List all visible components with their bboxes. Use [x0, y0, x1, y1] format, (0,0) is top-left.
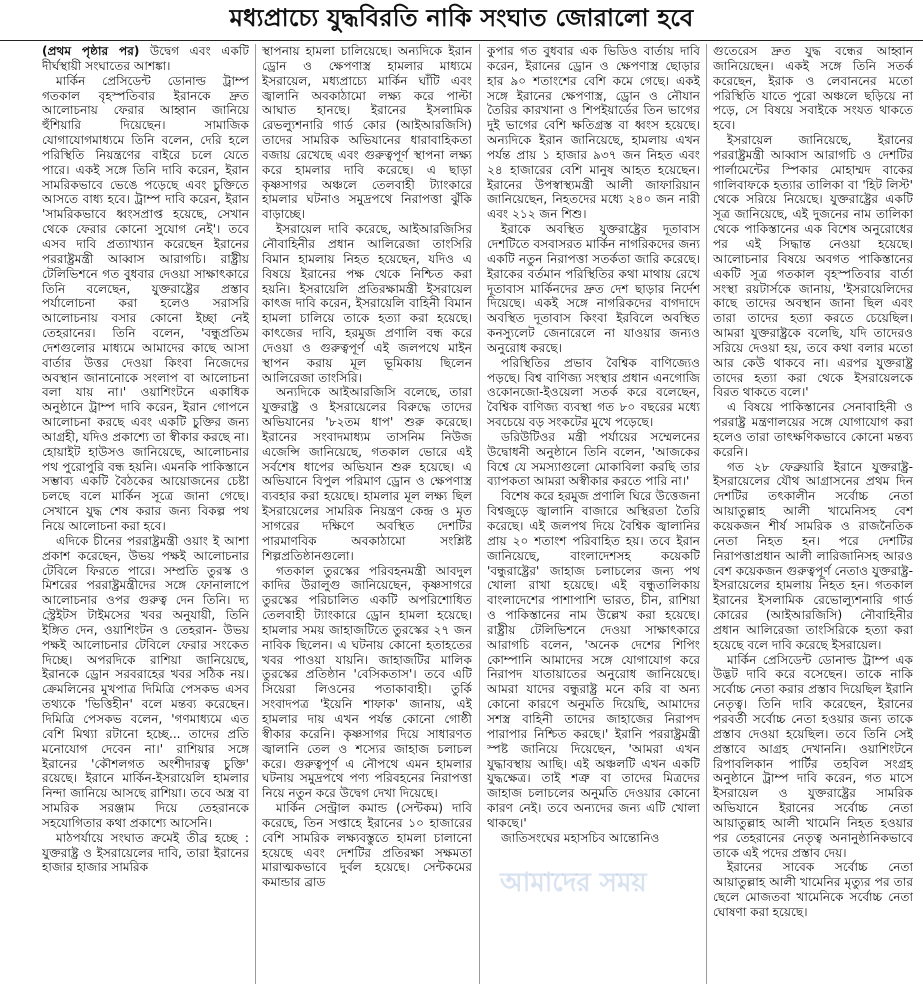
paragraph: জাতিসংঘের মহাসচিব আন্তোনিও [501, 830, 660, 845]
column-rule [255, 44, 256, 984]
paragraph: মার্কিন প্রেসিডেন্ট ডোনাল্ড ট্রাম্প গতকাল বৃহস্পতিবার ইরানকে দ্রুত আলোচনায় ফেরার আহ্বান জানিয়ে হুঁশিয়ারি দিয়েছেন। সামাজিক যোগাযোগমাধ্যমে তিনি বলেন, দেরি হলে পরিস্থিতি নিয়ন্ত্রণের বাইরে চলে যেতে পারে। একই সঙ্গে তিনি দাবি করেন, ইরান সামরিকভাবে ভেঙে পড়েছে এবং চুক্তিতে আসতে বাধ্য হবে। ট্রাম্প দাবি করেন, ইরান 'সামরিকভাবে ধ্বংসপ্রাপ্ত হয়েছে, সেখান থেকে ফেরার কোনো সুযোগ নেই'। তবে এসব দাবি প্রত্যাখ্যান করেছেন ইরানের পররাষ্ট্রমন্ত্রী আব্বাস আরাগচি। রাষ্ট্রীয় টেলিভিশনে গত বুধবার দেওয়া সাক্ষাৎকারে তিনি বলেছেন, যুক্তরাষ্ট্রের প্রস্তাব পর্যালোচনা করা হলেও সরাসরি আলোচনায় বসার কোনো ইচ্ছা নেই তেহরানের। তিনি বলেন, 'বন্ধুপ্রতিম দেশগুলোর মাধ্যমে আমাদের কাছে আসা বার্তার উত্তর দেওয়া কিংবা নিজেদের অবস্থান জানানোকে সংলাপ বা আলোচনা বলা যায় না।' ওয়াশিংটনে একাধিক অনুষ্ঠানে ট্রাম্প দাবি করেন, ইরান গোপনে আলোচনা করছে এবং একটি চুক্তির জন্য আগ্রহী, যদিও প্রকাশ্যে তা স্বীকার করছে না। হোয়াইট হাউসও জানিয়েছে, আলোচনার পথ পুরোপুরি বন্ধ হয়নি। এমনকি পাকিস্তানে সম্ভাব্য একটি বৈঠকের আয়োজনের চেষ্টা চলছে বলে মার্কিন সূত্রে জানা গেছে। সেখানে যুদ্ধ শেষ করার জন্য বিকল্প পথ নিয়ে আলোচনা করা হবে। [42, 73, 249, 533]
article-column-2 [262, 44, 472, 984]
paragraph: ইরানের সাবেক সর্বোচ্চ নেতা আয়াতুল্লাহ আলী খামেনির মৃত্যুর পর তার ছেলে মোজতবা খামেনিকে সর্বোচ্চ নেতা ঘোষণা করা হয়েছে। [713, 860, 913, 919]
column-rule [706, 44, 707, 984]
paragraph: বিশেষ করে হরমুজ প্রণালি ঘিরে উত্তেজনা বিশ্বজুড়ে জ্বালানি বাজারে অস্থিরতা তৈরি করেছে। এই জলপথ দিয়ে বৈশ্বিক জ্বালানির প্রায় ২০ শতাংশ পরিবাহিত হয়। তবে ইরান জানিয়েছে, বাংলাদেশসহ কয়েকটি 'বন্ধুরাষ্ট্রের' জাহাজ চলাচলের জন্য পথ খোলা রাখা হয়েছে। এই বন্ধুতালিকায় বাংলাদেশের পাশাপাশি ভারত, চীন, রাশিয়া ও পাকিস্তানের নাম উল্লেখ করা হয়েছে। রাষ্ট্রীয় টেলিভিশনে দেওয়া সাক্ষাৎকারে আরাগচি বলেন, 'অনেক দেশের শিপিং কোম্পানি আমাদের সঙ্গে যোগাযোগ করে নিরাপদ যাতায়াতের অনুরোধ জানিয়েছে। আমরা যাদের বন্ধুরাষ্ট্র মনে করি বা অন্য কোনো কারণে অনুমতি দিয়েছি, আমাদের সশস্ত্র বাহিনী তাদের জাহাজের নিরাপদ পারাপার নিশ্চিত করছে।' ইরানি পররাষ্ট্রমন্ত্রী স্পষ্ট জানিয়ে দিয়েছেন, 'আমরা এখন যুদ্ধাবস্থায় আছি। এই অঞ্চলটি এখন একটি যুদ্ধক্ষেত্র। তাই শত্রু বা তাদের মিত্রদের জাহাজ চলাচলের অনুমতি দেওয়ার কোনো কারণ নেই। তবে অন্যদের জন্য এটি খোলা থাকছে।' [487, 489, 700, 830]
paragraph: অন্যদিকে আইআরজিসি বলেছে, তারা যুক্তরাষ্ট্র ও ইসরায়েলের বিরুদ্ধে তাদের অভিযানের '৮২তম ধাপ' শুরু করেছে। ইরানের সংবাদমাধ্যম তাসনিম নিউজ এজেন্সি জানিয়েছে, গতকাল ভোরে এই সর্বশেষ ধাপের অভিযান শুরু হয়েছে। এ অভিযানে বিপুল পরিমাণ ড্রোন ও ক্ষেপণাস্ত্র ব্যবহার করা হয়েছে। হামলার মূল লক্ষ্য ছিল ইসরায়েলের সামরিক নিয়ন্ত্রণ কেন্দ্র ও মৃত সাগরের দক্ষিণে অবস্থিত দেশটির পারমাণবিক অবকাঠামো সংশ্লিষ্ট শিল্পপ্রতিষ্ঠানগুলো। [262, 385, 472, 563]
paragraph: গুতেরেস দ্রুত যুদ্ধ বন্ধের আহ্বান জানিয়েছেন। একই সঙ্গে তিনি সতর্ক করেছেন, ইরাক ও লেবাননের মতো পরিস্থিতি যাতে পুরো অঞ্চলে ছড়িয়ে না পড়ে, সে বিষয়ে সবাইকে সংযত থাকতে হবে। [713, 44, 913, 133]
headline: মধ্যপ্রাচ্যে যুদ্ধবিরতি নাকি সংঘাত জোরালো হবে [229, 4, 694, 32]
headline-bar [0, 0, 923, 41]
paragraph: মার্কিন প্রেসিডেন্ট ডোনাল্ড ট্রাম্প এক উদ্ভট দাবি করে বসেছেন। তাকে নাকি সর্বোচ্চ নেতা করার প্রস্তাব দিয়েছিল ইরানি নেতৃত্ব। তিনি দাবি করেছেন, ইরানের পরবর্তী সর্বোচ্চ নেতা হওয়ার জন্য তাকে প্রস্তাব দেওয়া হয়েছিল। তবে তিনি সেই প্রস্তাবে আগ্রহ দেখাননি। ওয়াশিংটনে রিপাবলিকান পার্টির তহবিল সংগ্রহ অনুষ্ঠানে ট্রাম্প দাবি করেন, গত মাসে ইসরায়েল ও যুক্তরাষ্ট্রের সামরিক অভিযানে ইরানের সর্বোচ্চ নেতা আয়াতুল্লাহ আলী খামেনি নিহত হওয়ার পর তেহরানের নেতৃত্ব অনানুষ্ঠানিকভাবে তাকে এই পদের প্রস্তাব দেয়। [713, 652, 913, 860]
continued-label: (প্রথম পৃষ্ঠার পর) [42, 44, 140, 58]
paragraph: এদিকে চীনের পররাষ্ট্রমন্ত্রী ওয়াং ই আশা প্রকাশ করেছেন, উভয় পক্ষই আলোচনার টেবিলে ফিরতে পারে। সম্প্রতি তুরস্ক ও মিশরের পররাষ্ট্রমন্ত্রীদের সঙ্গে ফোনালাপে আলোচনার ওপর গুরুত্ব দেন তিনি। দ্য স্ট্রেইটস টাইমসের খবর অনুযায়ী, তিনি ইঙ্গিত দেন, ওয়াশিংটন ও তেহরান- উভয় পক্ষই আলোচনার টেবিলে ফেরার সংকেত দিচ্ছে। অপরদিকে রাশিয়া জানিয়েছে, ইরানকে ড্রোন সরবরাহের খবর সঠিক নয়। ক্রেমলিনের মুখপাত্র দিমিত্রি পেসকভ এসব তথ্যকে 'ভিত্তিহীন' বলে মন্তব্য করেছেন। দিমিত্রি পেসকভ বলেন, 'গণমাধ্যমে এত বেশি মিথ্যা রটানো হচ্ছে... তাদের প্রতি মনোযোগ দেবেন না।' রাশিয়ার সঙ্গে ইরানের 'কৌশলগত অংশীদারত্ব চুক্তি' রয়েছে। ইরানে মার্কিন-ইসরায়েলি হামলার নিন্দা জানিয়ে আসছে রাশিয়া। তবে অস্ত্র বা সামরিক সরঞ্জাম দিয়ে তেহরানকে সহযোগিতার কথা প্রকাশ্যে আসেনি। [42, 533, 249, 830]
article-column-4 [713, 44, 913, 984]
paragraph: স্থাপনায় হামলা চালিয়েছে। অন্যদিকে ইরান ড্রোন ও ক্ষেপণাস্ত্র হামলার মাধ্যমে ইসরায়েল, মধ্যপ্রাচ্যে মার্কিন ঘাঁটি এবং জ্বালানি অবকাঠামো লক্ষ্য করে পাল্টা আঘাত হানছে। ইরানের ইসলামিক রেভল্যুশনারি গার্ড কোর (আইআরজিসি) তাদের সামরিক অভিযানের ধারাবাহিকতা বজায় রেখেছে এবং গুরুত্বপূর্ণ স্থাপনা লক্ষ্য করে হামলার দাবি করেছে। এ ছাড়া কৃষ্ণসাগর অঞ্চলে তেলবাহী ট্যাংকারে হামলার ঘটনাও সমুদ্রপথে নিরাপত্তা ঝুঁকি বাড়াচ্ছে। [262, 44, 472, 222]
paragraph: ইরাকে অবস্থিত যুক্তরাষ্ট্রের দূতাবাস দেশটিতে বসবাসরত মার্কিন নাগরিকদের জন্য একটি নতুন নিরাপত্তা সতর্কতা জারি করেছে। ইরাকের বর্তমান পরিস্থিতির কথা মাথায় রেখে দূতাবাস মার্কিনদের দ্রুত দেশ ছাড়ার নির্দেশ দিয়েছে। একই সঙ্গে নাগরিকদের বাগদাদে অবস্থিত দূতাবাস কিংবা ইরবিলে অবস্থিত কনস্যুলেট জেনারেলে না যাওয়ার জন্যও অনুরোধ করছে। [487, 222, 700, 355]
paragraph: এ বিষয়ে পাকিস্তানের সেনাবাহিনী ও পররাষ্ট্র মন্ত্রণালয়ের সঙ্গে যোগাযোগ করা হলেও তারা তাৎক্ষণিকভাবে কোনো মন্তব্য করেনি। [713, 400, 913, 459]
publisher-watermark: আমাদের সময় [500, 868, 647, 898]
paragraph: গতকাল তুরস্কের পরিবহনমন্ত্রী আবদুল কাদির উরালুগু জানিয়েছেন, কৃষ্ণসাগরে তুরস্কের পরিচালিত একটি অপরিশোধিত তেলবাহী ট্যাংকারে ড্রোন হামলা হয়েছে। হামলার সময় জাহাজটিতে তুরস্কের ২৭ জন নাবিক ছিলেন। এ ঘটনায় কোনো হতাহতের খবর পাওয়া যায়নি। জাহাজটির মালিক তুরস্কের প্রতিষ্ঠান 'বেসিকতাস'। তবে এটি সিয়েরা লিওনের পতাকাবাহী। তুর্কি সংবাদপত্র 'ইয়েনি শাফাক' জানায়, এই হামলার দায় এখন পর্যন্ত কোনো গোষ্ঠী স্বীকার করেনি। কৃষ্ণসাগর দিয়ে সাধারণত জ্বালানি তেল ও শস্যের জাহাজ চলাচল করে। গুরুত্বপূর্ণ এ নৌপথে এমন হামলার ঘটনায় সমুদ্রপথে পণ্য পরিবহনের নিরাপত্তা নিয়ে নতুন করে উদ্বেগ দেখা দিয়েছে। [262, 563, 472, 801]
column-rule [479, 44, 480, 984]
paragraph: কুপার গত বুধবার এক ভিডিও বার্তায় দাবি করেন, ইরানের ড্রোন ও ক্ষেপণাস্ত্র ছোড়ার হার ৯০ শতাংশের বেশি কমে গেছে। একই সঙ্গে ইরানের ক্ষেপণাস্ত্র, ড্রোন ও নৌযান তৈরির কারখানা ও শিপইয়ার্ডের তিন ভাগের দুই ভাগের বেশি ক্ষতিগ্রস্ত বা ধ্বংস হয়েছে। অন্যদিকে ইরান জানিয়েছে, হামলায় এখন পর্যন্ত প্রায় ১ হাজার ৯৩৭ জন নিহত এবং ২৪ হাজারের বেশি মানুষ আহত হয়েছেন। ইরানের উপস্বাস্থ্যমন্ত্রী আলী জাফারিয়ান জানিয়েছেন, নিহতদের মধ্যে ২৪০ জন নারী এবং ২১২ জন শিশু। [487, 44, 700, 222]
paragraph [42, 44, 249, 74]
paragraph: ইসরায়েল দাবি করেছে, আইআরজিসির নৌবাহিনীর প্রধান আলিরেজা তাংসিরি বিমান হামলায় নিহত হয়েছেন, যদিও এ বিষয়ে ইরানের পক্ষ থেকে নিশ্চিত করা হয়নি। ইসরায়েলি প্রতিরক্ষামন্ত্রী ইসরায়েল কাৎজ দাবি করেন, ইসরায়েলি বাহিনী বিমান হামলা চালিয়ে তাকে হত্যা করা হয়েছে। কাৎজের দাবি, হরমুজ প্রণালি বন্ধ করে দেওয়া ও গুরুত্বপূর্ণ এই জলপথে মাইন স্থাপন করায় মূল ভূমিকায় ছিলেন আলিরেজা তাংসিরি। [262, 222, 472, 385]
paragraph: মার্কিন সেন্ট্রাল কমান্ড (সেন্টকম) দাবি করেছে, তিন সপ্তাহে ইরানের ১০ হাজারের বেশি সামরিক লক্ষ্যবস্তুতে হামলা চালানো হয়েছে এবং দেশটির প্রতিরক্ষা সক্ষমতা মারাত্মকভাবে দুর্বল হয়েছে। সেন্টকমের কমান্ডার ব্রাড [262, 801, 472, 890]
paragraph: পরিস্থিতির প্রভাব বৈশ্বিক বাণিজ্যেও পড়ছে। বিশ্ব বাণিজ্য সংস্থার প্রধান এনগোজি ওকোনজো-ইওয়েলা সতর্ক করে বলেছেন, বৈশ্বিক বাণিজ্য ব্যবস্থা গত ৮০ বছরের মধ্যে সবচেয়ে বড় সংকটের মুখে পড়েছে। [487, 355, 700, 430]
paragraph: গত ২৮ ফেব্রুয়ারি ইরানে যুক্তরাষ্ট্র-ইসরায়েলের যৌথ আগ্রাসনের প্রথম দিন দেশটির তৎকালীন সর্বোচ্চ নেতা আয়াতুল্লাহ আলী খামেনিসহ বেশ কয়েকজন শীর্ষ সামরিক ও রাজনৈতিক নেতা নিহত হন। পরে দেশটির নিরাপত্তাপ্রধান আলী লারিজানিসহ আরও বেশ কয়েকজন গুরুত্বপূর্ণ নেতাও যুক্তরাষ্ট্র-ইসরায়েলের হামলায় নিহত হন। গতকাল ইরানের ইসলামিক রেভোল্যুশনারি গার্ড কোরের (আইআরজিসি) নৌবাহিনীর প্রধান আলিরেজা তাংসিরিকে হত্যা করা হয়েছে বলে দাবি করেছে ইসরায়েল। [713, 459, 913, 652]
article-column-1 [42, 44, 249, 984]
paragraph: মাঠপর্যায়ে সংঘাত ক্রমেই তীব্র হচ্ছে : যুক্তরাষ্ট্র ও ইসরায়েলের দাবি, তারা ইরানের হাজার হাজার সামরিক [42, 830, 249, 875]
paragraph-text: উদ্বেগ এবং একটি দীর্ঘস্থায়ী সংঘাতের আশঙ্কা। [42, 44, 249, 73]
paragraph: ডরিউটিওর মন্ত্রী পর্যায়ের সম্মেলনের উদ্বোধনী অনুষ্ঠানে তিনি বলেন, 'আজকের বিশ্বে যে সমস্যাগুলো মোকাবিলা করছি তার ব্যাপকতা আমরা অস্বীকার করতে পারি না।' [487, 429, 700, 489]
paragraph: ইসরায়েল জানিয়েছে, ইরানের পররাষ্ট্রমন্ত্রী আব্বাস আরাগচি ও দেশটির পার্লামেন্টের স্পিকার মোহাম্মদ বাকের গালিবাফকে হত্যার তালিকা বা 'হিট লিস্ট' থেকে সরিয়ে নিয়েছে। যুক্তরাষ্ট্রের একটি সূত্র জানিয়েছে, এই দুজনের নাম তালিকা থেকে পাকিস্তানের এক বিশেষ অনুরোধের পর এই সিদ্ধান্ত নেওয়া হয়েছে। আলোচনার বিষয়ে অবগত পাকিস্তানের একটি সূত্র গতকাল বৃহস্পতিবার বার্তা সংস্থা রয়টার্সকে জানায়, 'ইসরায়েলিদের কাছে তাদের অবস্থান জানা ছিল এবং তারা তাদের হত্যা করতে চেয়েছিল। আমরা যুক্তরাষ্ট্রকে বলেছি, যদি তাদেরও সরিয়ে দেওয়া হয়, তবে কথা বলার মতো আর কেউ থাকবে না। এরপর যুক্তরাষ্ট্র তাদের হত্যা করা থেকে ইসরায়েলকে বিরত থাকতে বলে।' [713, 133, 913, 400]
article-column-3 [487, 44, 700, 984]
